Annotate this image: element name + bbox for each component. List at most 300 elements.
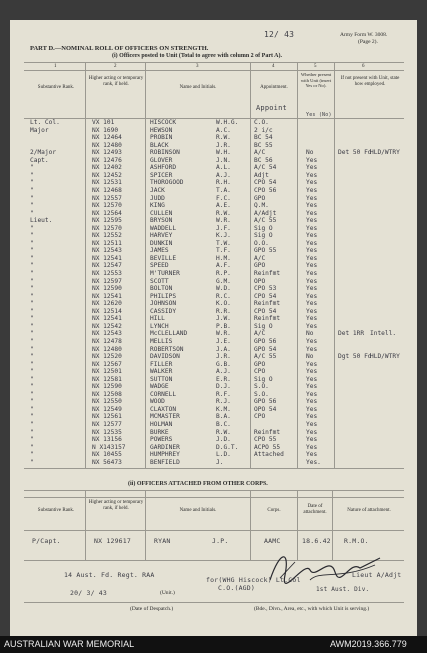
table-row: [10, 195, 417, 203]
cell-rank: ": [30, 202, 34, 210]
cell-initials: R.P.: [216, 270, 231, 277]
cell-initials: T.W.: [216, 239, 231, 247]
cell-surname: HILL: [150, 315, 165, 323]
table-row: [10, 179, 417, 187]
cell-initials: J.N.: [216, 156, 231, 164]
cell-present: Yes: [306, 277, 318, 285]
cell-present: Yes: [306, 390, 318, 398]
s2-surname: RYAN: [154, 537, 171, 545]
table-row: [10, 127, 417, 135]
table-row: [10, 338, 417, 346]
table-row: [10, 247, 417, 255]
cell-service-number: NX 12620: [92, 300, 122, 308]
cell-surname: BENFIELD: [150, 458, 180, 466]
despatch-date: 20/ 3/ 43: [70, 589, 108, 597]
cell-surname: GARDINER: [150, 443, 180, 451]
cell-surname: ROBERTSON: [150, 345, 184, 353]
cell-service-number: NX 12567: [92, 360, 122, 368]
cell-present: Yes: [306, 315, 318, 323]
table-row: [10, 421, 417, 429]
table-row: [10, 262, 417, 270]
archive-id: AWM2019.366.779: [330, 639, 407, 649]
cell-appointment: A/C: [254, 149, 266, 157]
cell-appointment: A/C 55: [254, 217, 277, 225]
col-head-higher-rank: Higher acting or temporary rank, if held.: [88, 76, 144, 87]
table-row: [10, 413, 417, 421]
cell-initials: F.C.: [216, 194, 231, 202]
cell-present: Yes: [306, 368, 318, 376]
cell-initials: A.F.: [216, 262, 231, 270]
table-row: [10, 285, 417, 293]
s2-initials: J.P.: [212, 537, 229, 545]
s2-head-higher-rank: Higher acting or temporary rank, if held.: [88, 500, 144, 511]
table-row: [10, 293, 417, 301]
cell-initials: B.C.: [216, 421, 231, 428]
cell-surname: McCLELLAND: [150, 330, 188, 338]
cell-service-number: NX 12553: [92, 270, 122, 277]
cell-initials: W.R.: [216, 330, 231, 338]
cell-appointment: Reinfmt: [254, 315, 281, 323]
table-row: [10, 406, 417, 414]
cell-appointment: BC 54: [254, 134, 273, 142]
cell-service-number: NX 56473: [92, 458, 122, 466]
cell-initials: J.R.: [216, 141, 231, 149]
archive-name: AUSTRALIAN WAR MEMORIAL: [4, 639, 135, 649]
cell-surname: HEWSON: [150, 126, 173, 134]
cell-rank: ": [30, 262, 34, 270]
col-num-3: 3: [196, 64, 199, 69]
cell-surname: HARVEY: [150, 232, 173, 240]
table-row: [10, 232, 417, 240]
cell-rank: ": [30, 239, 34, 247]
s2-head-nature: Nature of attachment.: [347, 508, 391, 513]
cell-appointment: BC 55: [254, 141, 273, 149]
cell-service-number: NX 12564: [92, 209, 122, 217]
cell-initials: P.B.: [216, 322, 231, 330]
cell-service-number: NX 12590: [92, 383, 122, 391]
cell-surname: BLACK: [150, 141, 169, 149]
cell-service-number: NX 12552: [92, 232, 122, 240]
cell-surname: SUTTON: [150, 375, 173, 383]
cell-appointment: O.O.: [254, 239, 269, 247]
cell-surname: KING: [150, 202, 165, 210]
s2-divider-1: [85, 490, 86, 560]
s2-head-rank: Substantive Rank.: [37, 508, 75, 513]
table-row: [10, 383, 417, 391]
cell-rank: ": [30, 390, 34, 398]
cell-initials: R.W.: [216, 209, 231, 217]
table-row: [10, 164, 417, 172]
cell-employment-detail: Intell.: [370, 330, 397, 338]
cell-present: Yes: [306, 451, 318, 459]
cell-service-number: NX 12542: [92, 322, 122, 330]
table-row: [10, 361, 417, 369]
form-page: [10, 20, 417, 636]
cell-service-number: NX 12547: [92, 262, 122, 270]
cell-initials: A.J.: [216, 368, 231, 376]
cell-present: Yes: [306, 383, 318, 391]
table-row: [10, 444, 417, 452]
cell-service-number: NX 12570: [92, 224, 122, 232]
cell-appointment: A/C: [254, 254, 266, 262]
cell-service-number: NX 12581: [92, 375, 122, 383]
cell-present: Yes: [306, 307, 318, 315]
cell-surname: HISCOCK: [150, 119, 177, 126]
cell-rank: ": [30, 270, 34, 277]
cell-service-number: NX 12468: [92, 186, 122, 194]
cell-service-number: NX 12561: [92, 413, 122, 421]
cell-surname: JUDD: [150, 194, 165, 202]
cell-present: No: [306, 149, 314, 157]
cell-surname: PROBIN: [150, 134, 173, 142]
cell-appointment: GPO 54: [254, 345, 277, 353]
cell-rank: ": [30, 436, 34, 444]
cell-appointment: Reinfmt: [254, 300, 281, 308]
section-ii-rule-2: [24, 497, 404, 498]
cell-initials: J.A.: [216, 345, 231, 353]
archive-footer: [0, 636, 427, 653]
cell-present: No: [306, 353, 314, 361]
cell-appointment: CPO 55: [254, 436, 277, 444]
cell-rank: ": [30, 428, 34, 436]
cell-appointment: A/Adjt: [254, 209, 277, 217]
cell-present: No: [306, 330, 314, 338]
cell-appointment: S.O.: [254, 383, 269, 391]
cell-rank: ": [30, 179, 34, 187]
cell-surname: SPEED: [150, 262, 169, 270]
cell-rank: 2/Major: [30, 149, 57, 157]
cell-initials: J.: [216, 458, 224, 466]
cell-surname: ASHFORD: [150, 164, 177, 172]
cell-service-number: NX 12595: [92, 217, 122, 225]
cell-appointment: Sig O: [254, 224, 273, 232]
cell-initials: R.W.: [216, 428, 231, 436]
cell-initials: E.R.: [216, 375, 231, 383]
cell-surname: JOHNSON: [150, 300, 177, 308]
cell-rank: Lieut.: [30, 217, 53, 225]
s2-date: 18.6.42: [302, 537, 331, 545]
cell-appointment: Reinfmt: [254, 270, 281, 277]
footer-rule: [24, 602, 404, 603]
cell-surname: HOLMAN: [150, 421, 173, 428]
handwritten-folio: 12/ 43: [264, 30, 295, 39]
cell-appointment: CPO: [254, 413, 266, 421]
table-row: [10, 255, 417, 263]
cell-surname: JACK: [150, 186, 165, 194]
cell-present: Yes: [306, 232, 318, 240]
cell-present: Yes: [306, 194, 318, 202]
table-row: [10, 353, 417, 361]
col-num-5: 5: [314, 64, 317, 69]
cell-rank: ": [30, 292, 34, 300]
cell-initials: T.A.: [216, 186, 231, 194]
table-row: [10, 376, 417, 384]
table-row: [10, 459, 417, 467]
table-bottom-rule: [24, 468, 404, 469]
table-row: [10, 210, 417, 218]
cell-present: Yes: [306, 421, 318, 428]
cell-service-number: VX 101: [92, 119, 115, 126]
cell-service-number: NX 12476: [92, 156, 122, 164]
cell-initials: R.H.: [216, 179, 231, 187]
table-row: [10, 278, 417, 286]
col-num-6: 6: [362, 64, 365, 69]
cell-appointment: A/C 54: [254, 164, 277, 172]
cell-rank: ": [30, 443, 34, 451]
cell-employment-detail: HLD/WTRY: [370, 353, 400, 361]
cell-rank: Capt.: [30, 156, 49, 164]
cell-initials: T.F.: [216, 247, 231, 255]
cell-present: Yes: [306, 375, 318, 383]
yes-no-typed: Yes (No): [306, 112, 332, 118]
section-ii-top-rule: [24, 490, 404, 491]
cell-surname: FILLER: [150, 360, 173, 368]
cell-initials: R.W.: [216, 134, 231, 142]
formation-caption: (Bde., Divn., Area, etc., with which Unit is serving.): [254, 606, 370, 612]
cell-employment: Det 50 Fd: [338, 149, 372, 157]
cell-rank: ": [30, 451, 34, 459]
cell-rank: ": [30, 398, 34, 406]
section-ii-header-rule: [24, 530, 404, 531]
cell-present: Yes: [306, 171, 318, 179]
cell-appointment: Adjt: [254, 171, 269, 179]
s2-head-corps: Corps.: [267, 508, 281, 513]
cell-surname: WADGE: [150, 383, 169, 391]
cell-present: Yes: [306, 179, 318, 187]
col-num-2: 2: [114, 64, 117, 69]
cell-rank: ": [30, 330, 34, 338]
cell-present: Yes: [306, 398, 318, 406]
s2-corps: AAMC: [264, 537, 281, 545]
table-row: [10, 142, 417, 150]
table-row: [10, 149, 417, 157]
cell-initials: J.W.: [216, 315, 231, 323]
cell-rank: ": [30, 383, 34, 391]
cell-surname: GLOVER: [150, 156, 173, 164]
cell-surname: WADDELL: [150, 224, 177, 232]
part-title: PART D.—NOMINAL ROLL OF OFFICERS ON STRENGTH.: [30, 45, 209, 52]
cell-appointment: A/C 55: [254, 353, 277, 361]
cell-surname: HUMPHREY: [150, 451, 180, 459]
cell-rank: ": [30, 353, 34, 361]
cell-appointment: GPO 56: [254, 337, 277, 345]
cell-initials: L.D.: [216, 451, 231, 459]
cell-rank: ": [30, 405, 34, 413]
cell-service-number: NX 12402: [92, 164, 122, 172]
cell-rank: ": [30, 413, 34, 421]
cell-service-number: NX 12535: [92, 428, 122, 436]
cell-surname: CASSIDY: [150, 307, 177, 315]
cell-appointment: Sig O: [254, 322, 273, 330]
cell-surname: M'TURNER: [150, 270, 180, 277]
cell-present: Yes: [306, 270, 318, 277]
cell-present: Yes: [306, 217, 318, 225]
cell-appointment: Sig O: [254, 232, 273, 240]
adjutant-title: Lieut A/Adjt: [352, 571, 402, 579]
cell-appointment: Reinfmt: [254, 428, 281, 436]
cell-initials: D.J.: [216, 383, 231, 391]
cell-appointment: ACPO 55: [254, 443, 281, 451]
cell-initials: W.R.: [216, 217, 231, 225]
cell-initials: K.M.: [216, 405, 231, 413]
table-row: [10, 225, 417, 233]
cell-surname: SPICER: [150, 171, 173, 179]
cell-rank: ": [30, 322, 34, 330]
cell-rank: ": [30, 360, 34, 368]
cell-initials: J.R.: [216, 353, 231, 361]
cell-rank: ": [30, 164, 34, 172]
cell-surname: LYNCH: [150, 322, 169, 330]
table-row: [10, 202, 417, 210]
cell-rank: ": [30, 194, 34, 202]
cell-appointment: GPO: [254, 194, 266, 202]
cell-service-number: NX 1690: [92, 126, 119, 134]
cell-surname: WOOD: [150, 398, 165, 406]
cell-initials: B.A.: [216, 413, 231, 421]
cell-appointment: CPO: [254, 368, 266, 376]
cell-present: Yes: [306, 405, 318, 413]
cell-initials: R.C.: [216, 292, 231, 300]
cell-rank: ": [30, 224, 34, 232]
s2-nature: R.M.O.: [344, 537, 369, 545]
col-num-1: 1: [54, 64, 57, 69]
cell-surname: DAVIDSON: [150, 353, 180, 361]
cell-initials: R.J.: [216, 398, 231, 406]
cell-service-number: NX 12543: [92, 330, 122, 338]
cell-employment: Det 1RR: [338, 330, 365, 338]
cell-initials: G.M.: [216, 277, 231, 285]
cell-rank: ": [30, 232, 34, 240]
cell-surname: ROBINSON: [150, 149, 180, 157]
cell-initials: R.F.: [216, 390, 231, 398]
cell-service-number: NX 12541: [92, 315, 122, 323]
cell-service-number: NX 12508: [92, 390, 122, 398]
cell-appointment: CPO 54: [254, 292, 277, 300]
section-ii-title: (ii) OFFICERS ATTACHED FROM OTHER CORPS.: [128, 481, 268, 487]
cell-present: Yes: [306, 413, 318, 421]
cell-service-number: NX 12531: [92, 179, 122, 187]
cell-initials: J.F.: [216, 224, 231, 232]
cell-appointment: S.O.: [254, 390, 269, 398]
cell-surname: BOLTON: [150, 285, 173, 293]
cell-present: Yes: [306, 239, 318, 247]
table-row: [10, 368, 417, 376]
cell-initials: J.E.: [216, 337, 231, 345]
cell-initials: W.H.G.: [216, 119, 239, 126]
col-head-name: Name and Initials.: [179, 85, 217, 90]
table-row: [10, 157, 417, 165]
table-row: [10, 119, 417, 127]
cell-appointment: 2 i/c: [254, 126, 273, 134]
cell-appointment: A/C: [254, 330, 266, 338]
cell-appointment: OPO 54: [254, 405, 277, 413]
cell-rank: ": [30, 421, 34, 428]
col-head-nature: If not present with Unit, state how employed.: [340, 76, 400, 87]
cell-service-number: NX 12478: [92, 337, 122, 345]
cell-rank: ": [30, 186, 34, 194]
cell-rank: ": [30, 171, 34, 179]
cell-initials: W.D.: [216, 285, 231, 293]
table-row: [10, 391, 417, 399]
cell-appointment: GPO 56: [254, 398, 277, 406]
cell-surname: PHILIPS: [150, 292, 177, 300]
cell-service-number: NX 12590: [92, 285, 122, 293]
col-num-4: 4: [272, 64, 275, 69]
table-row: [10, 429, 417, 437]
despatch-caption: (Date of Despatch.): [130, 606, 174, 612]
cell-surname: MCMASTER: [150, 413, 180, 421]
unit-name: 14 Aust. Fd. Regt. RAA: [64, 571, 155, 579]
cell-appointment: Sig O: [254, 375, 273, 383]
cell-service-number: NX 12557: [92, 194, 122, 202]
cell-surname: JAMES: [150, 247, 169, 255]
cell-present: Yes: [306, 156, 318, 164]
cell-employment-detail: HLD/WTRY: [370, 149, 400, 157]
cell-present: Yes: [306, 262, 318, 270]
cell-initials: W.H.: [216, 149, 231, 157]
cell-appointment: Attached: [254, 451, 284, 459]
cell-present: Yes: [306, 202, 318, 210]
col-head-appointment: Appointment.: [260, 85, 288, 90]
cell-initials: K.O.: [216, 300, 231, 308]
cell-present: Yes: [306, 186, 318, 194]
cell-service-number: NX 12464: [92, 134, 122, 142]
table-row: [10, 308, 417, 316]
signatory-role: C.O.(AGD): [218, 584, 256, 592]
cell-appointment: CPO 56: [254, 186, 277, 194]
cell-appointment: CPO 53: [254, 285, 277, 293]
cell-present: Yes: [306, 164, 318, 172]
cell-service-number: NX 12541: [92, 292, 122, 300]
cell-surname: WALKER: [150, 368, 173, 376]
cell-rank: ": [30, 300, 34, 308]
cell-service-number: NX 12541: [92, 254, 122, 262]
cell-present: Yes: [306, 345, 318, 353]
cell-rank: Major: [30, 126, 49, 134]
cell-surname: CULLEN: [150, 209, 173, 217]
cell-present: Yes: [306, 209, 318, 217]
table-row: [10, 270, 417, 278]
cell-service-number: NX 12520: [92, 353, 122, 361]
cell-surname: CORNELL: [150, 390, 177, 398]
cell-present: Yes: [306, 285, 318, 293]
cell-rank: ": [30, 277, 34, 285]
table-row: [10, 330, 417, 338]
table-row: [10, 315, 417, 323]
cell-initials: G.B.: [216, 360, 231, 368]
table-row: [10, 187, 417, 195]
cell-service-number: NX 12577: [92, 421, 122, 428]
cell-initials: R.R.: [216, 307, 231, 315]
cell-service-number: NX 12480: [92, 345, 122, 353]
cell-present: Yes: [306, 254, 318, 262]
cell-surname: SCOTT: [150, 277, 169, 285]
cell-service-number: NX 12511: [92, 239, 122, 247]
section-i-title: (i) Officers posted to Unit (Total to agree with column 2 of Part A).: [112, 53, 282, 59]
cell-present: Yes: [306, 337, 318, 345]
cell-surname: MELLIS: [150, 337, 173, 345]
table-row: [10, 172, 417, 180]
cell-initials: J.D.: [216, 436, 231, 444]
cell-rank: ": [30, 254, 34, 262]
formation: 1st Aust. Div.: [316, 586, 370, 593]
cell-initials: H.M.: [216, 254, 231, 262]
s2-number: NX 129617: [94, 537, 132, 545]
cell-rank: ": [30, 368, 34, 376]
appointment-heading-typed: Appoint: [256, 104, 287, 112]
s2-divider-2: [145, 490, 146, 560]
cell-service-number: NX 12597: [92, 277, 122, 285]
